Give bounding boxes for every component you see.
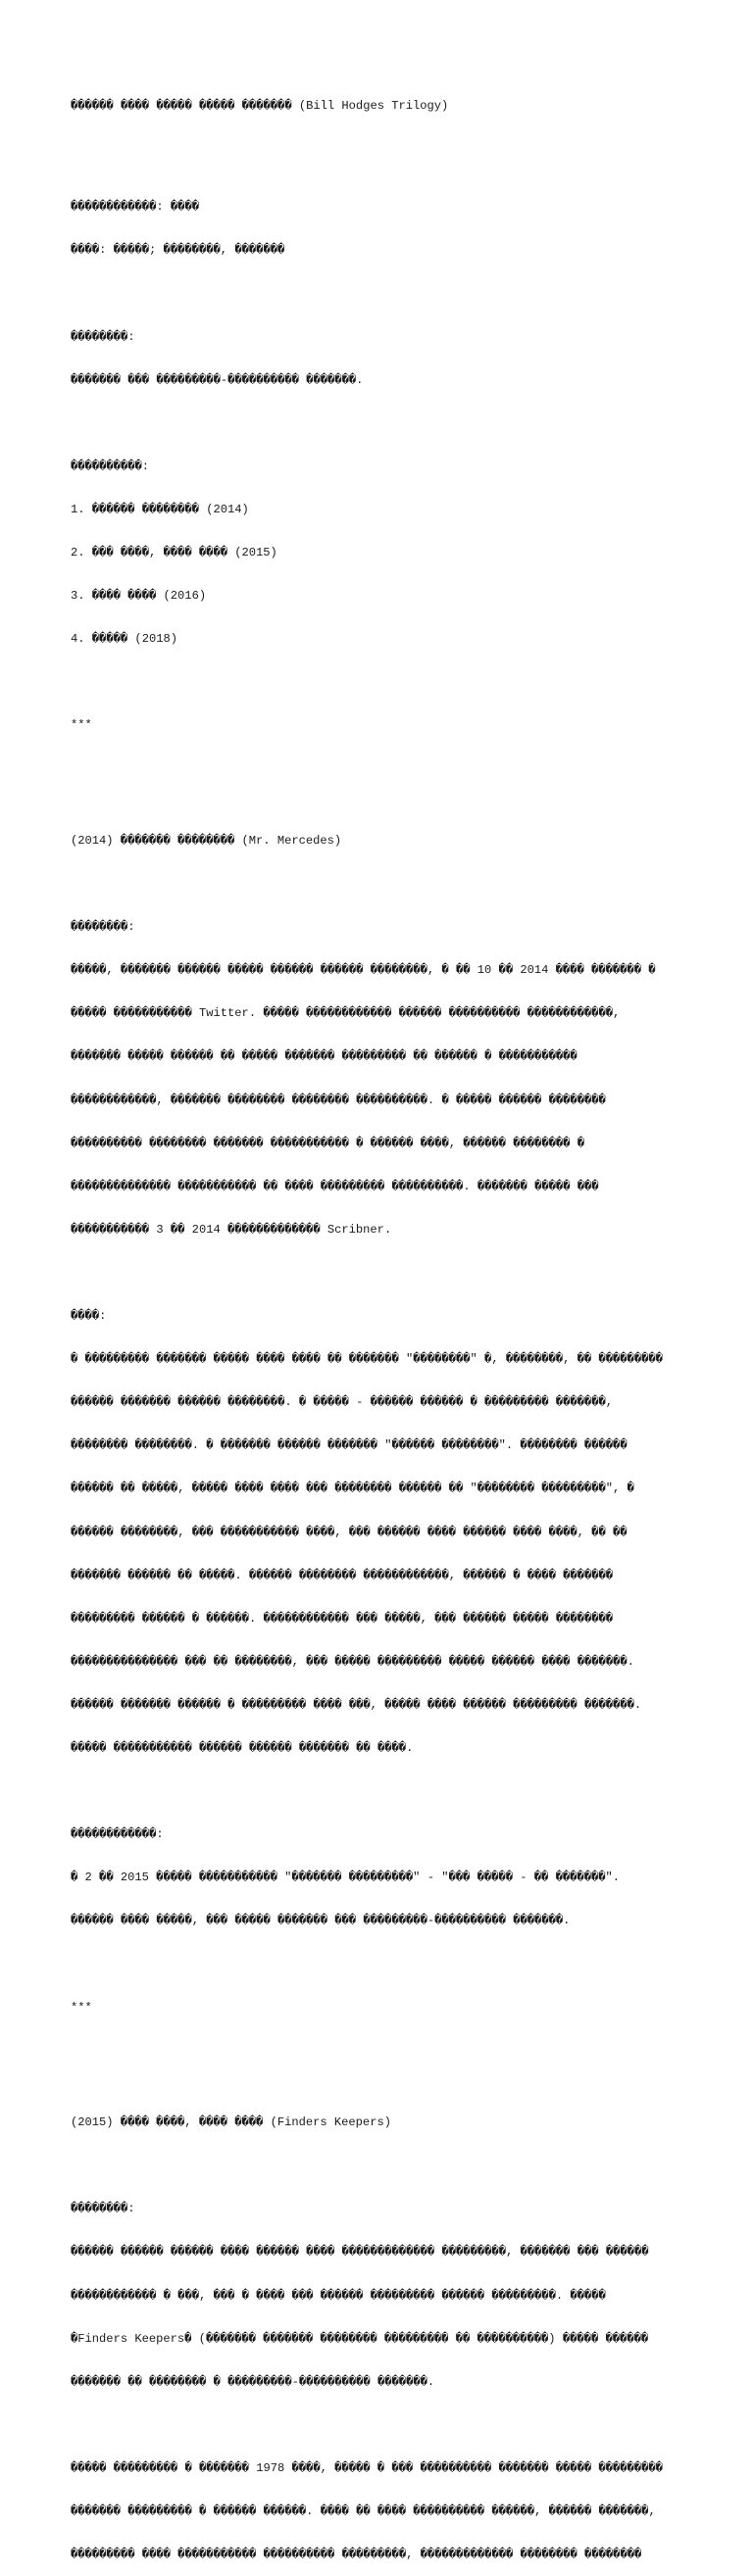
book1-plot-line: ������� ������ �� �����. ������ �������� ������������, ������ � ���� ������� (71, 1568, 614, 1582)
book1-plot-line: ������ ������� ������ ��������. � ����� - ������ ������ � ��������� �������, (71, 1395, 614, 1410)
book1-screen-line: ������ ���� �����, ��� ����� ������� ��� ���������-���������� �������. (71, 1914, 571, 1928)
contents-item: 2. ��� ����, ���� ���� (2015) (71, 546, 277, 560)
description-heading: ��������: (71, 329, 135, 344)
book1-plot-line: ��������� ������ � ������. ������������ ��� �����, ��� ������ ����� �������� (71, 1611, 614, 1626)
book1-plot-heading: ����: (71, 1309, 107, 1324)
book1-annotation-heading: ��������: (71, 920, 135, 935)
separator: *** (71, 2000, 92, 2015)
book1-annotation-line: �������������� ����������� �� ���� ��������� ����������. ������� ����� ��� (71, 1179, 599, 1193)
book1-annotation-line: ���������� �������� ������� ����������� � ������ ����, ������ �������� � (71, 1136, 584, 1150)
document-title: ������ ���� ����� ����� ������� (Bill Hodges Trilogy) (71, 99, 449, 114)
document-page (71, 71, 698, 2576)
book1-plot-line: �������� ��������. � ������� ������ ������� "������ ��������". �������� ������ (71, 1438, 628, 1453)
contents-item: 3. ���� ���� (2016) (71, 589, 207, 604)
book1-screen-heading: ������������: (71, 1827, 164, 1842)
book2-title: (2015) ���� ����, ���� ���� (Finders Keepers) (71, 2115, 391, 2130)
book2-annotation-line: �Finders Keepers� (������� ������� �������� ��������� �� ����������) ����� ������ (71, 2331, 649, 2346)
book2-annotation-line: ������ ������ ������ ���� ������ ���� ������������� ���������, ������� ��� ������ (71, 2245, 649, 2260)
book2-annotation-line: ������������ � ���, ��� � ���� ��� ������ ��������� ������ ���������. ����� (71, 2288, 606, 2303)
book1-plot-line: ������ �� �����, ����� ���� ���� ��� �������� ������ �� "�������� ���������", � (71, 1482, 634, 1496)
book2-extra-line: ��������� ���� ����������� ���������� ���������, ������������� �������� �������� (71, 2548, 642, 2562)
contents-item: 4. ����� (2018) (71, 632, 177, 647)
book1-plot-line: ������ ��������, ��� ����������� ����, ��� ������ ���� ������ ���� ����, �� �� (71, 1525, 628, 1539)
book1-title: (2014) ������� �������� (Mr. Mercedes) (71, 834, 342, 849)
book2-annotation-line: ������� �� �������� � ���������-���������� �������. (71, 2374, 435, 2389)
book2-extra-line: ������� ��������� � ������ ������. ���� �� ���� ���������� ������, ������ �������, (71, 2503, 656, 2518)
book1-plot-line: � ��������� ������� ����� ���� ���� �� ������� "��������" �, ��������, �� ��������� (71, 1352, 663, 1367)
meta-line-2: ����: �����; ��������, ������� (71, 243, 285, 258)
book2-extra-line: ����� ��������� � ������� 1978 ����, ����� � ��� ���������� ������� ����� ��������� (71, 2460, 663, 2475)
book1-plot-line: ��������������� ��� �� ��������, ��� ����� ��������� ����� ������ ���� �������. (71, 1654, 634, 1669)
description-text: ������� ��� ���������-���������� �������. (71, 372, 364, 387)
book1-annotation-line: ������� ����� ������ �� ����� ������� ��������� �� ������ � ����������� (71, 1049, 577, 1064)
separator: *** (71, 718, 92, 733)
book1-plot-line: ������ ������� ������ � ��������� ���� ���, ����� ���� ������ ��������� �������. (71, 1697, 642, 1712)
book1-annotation-line: ����������� 3 �� 2014 ������������� Scribner. (71, 1222, 392, 1237)
book1-annotation-line: ����� ����������� Twitter. ����� ������������ ������ ���������� ������������, (71, 1006, 621, 1021)
book2-annotation-heading: ��������: (71, 2202, 135, 2216)
book1-screen-line: � 2 �� 2015 ����� ����������� "������� ���������" - "��� ����� - �� �������". (71, 1871, 621, 1885)
contents-heading: ����������: (71, 459, 150, 473)
book1-annotation-line: ������������, ������� �������� �������� ����������. � ����� ������ �������� (71, 1093, 606, 1107)
book1-plot-line: ����� ����������� ������ ������ ������� �� ����. (71, 1740, 414, 1755)
book1-annotation-line: �����, ������� ������ ����� ������ ������ ��������, � �� 10 �� 2014 ���� ������� � (71, 963, 656, 978)
contents-item: 1. ������ �������� (2014) (71, 502, 249, 516)
meta-line-1: ������������: ���� (71, 200, 200, 215)
